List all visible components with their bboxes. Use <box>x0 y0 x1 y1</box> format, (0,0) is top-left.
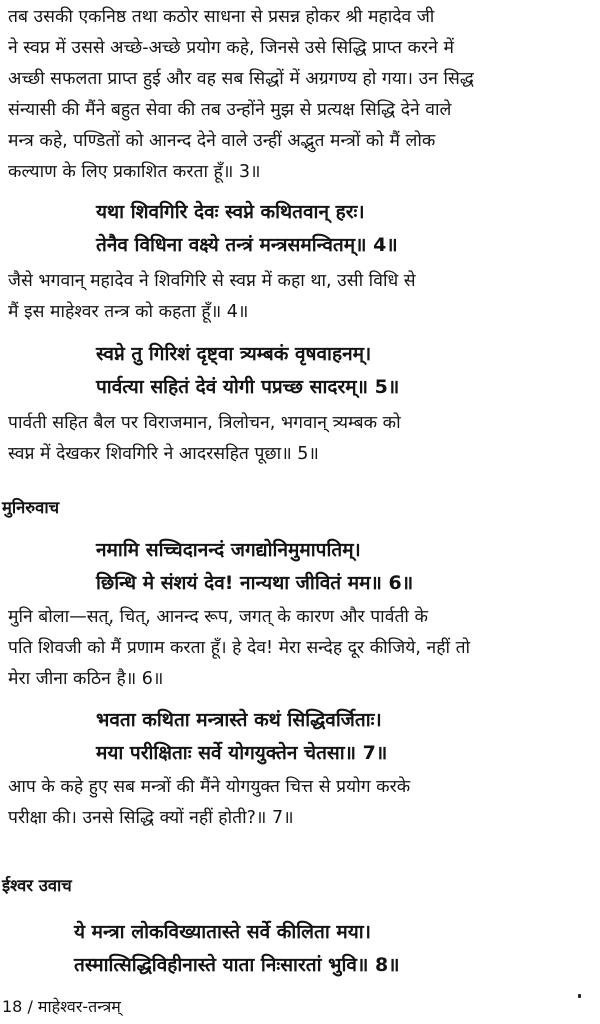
speaker-heading-ishvara: ईश्वर उवाच <box>2 876 72 895</box>
print-speck <box>578 994 581 998</box>
paragraph-translation-3 <box>8 2 594 188</box>
verse-line: पार्वत्या सहितं देवं योगी पप्रच्छ सादरम्॥ 5॥ <box>96 376 400 398</box>
speaker-heading-muni: मुनिरुवाच <box>2 498 60 517</box>
verse-line: ये मन्त्रा लोकविख्यातास्ते सर्वे कीलिता मया। <box>74 921 371 943</box>
text-line: परीक्षा की। उनसे सिद्धि क्यों नहीं होती?॥ 7॥ <box>8 808 294 828</box>
verse-line: यथा शिवगिरि देवः स्वप्ने कथितवान् हरः। <box>96 201 365 223</box>
sanskrit-verse-7 <box>96 704 596 770</box>
verse-line: मया परीक्षिताः सर्वे योगयुक्तेन चेतसा॥ 7॥ <box>96 742 388 764</box>
page-footer: 18 / माहेश्वर-तन्त्रम् <box>2 997 121 1016</box>
text-line: पार्वती सहित बैल पर विराजमान, त्रिलोचन, भगवान् त्र्यम्बक को <box>8 413 401 433</box>
paragraph-translation-4 <box>8 266 594 328</box>
text-line: मन्त्र कहे, पण्डितों को आनन्द देने वाले उन्हीं अद्भुत मन्त्रों को मैं लोक <box>8 131 436 151</box>
verse-line: तस्मात्सिद्धिविहीनास्ते याता निःसारतां भुवि॥ 8॥ <box>74 954 400 976</box>
text-line: पति शिवजी को मैं प्रणाम करता हूँ। हे देव! मेरा सन्देह दूर कीजिये, नहीं तो <box>8 638 471 658</box>
sanskrit-verse-5 <box>96 338 596 404</box>
text-line: तब उसकी एकनिष्ठ तथा कठोर साधना से प्रसन्न होकर श्री महादेव जी <box>8 7 435 27</box>
text-line: संन्यासी की मैंने बहुत सेवा की तब उन्होंने मुझ से प्रत्यक्ष सिद्धि देने वाले <box>8 100 452 120</box>
text-line: मुनि बोला—सत्, चित्, आनन्द रूप, जगत् के कारण और पार्वती के <box>8 607 428 627</box>
verse-line: छिन्धि मे संशयं देव! नान्यथा जीवितं मम॥ 6॥ <box>96 572 414 594</box>
verse-line: स्वप्ने तु गिरिशं दृष्ट्वा त्र्यम्बकं वृषवाहनम्। <box>96 343 372 365</box>
verse-line: नमामि सच्चिदानन्दं जगद्योनिमुमापतिम्। <box>96 539 361 561</box>
text-line: अच्छी सफलता प्राप्त हुई और वह सब सिद्धों में अग्रगण्य हो गया। उन सिद्ध <box>8 69 474 89</box>
text-line: जैसे भगवान् महादेव ने शिवगिरि से स्वप्न में कहा था, उसी विधि से <box>8 271 416 291</box>
text-line: मेरा जीना कठिन है॥ 6॥ <box>8 669 164 689</box>
sanskrit-verse-4 <box>96 196 596 262</box>
paragraph-translation-6 <box>8 602 594 695</box>
text-line: स्वप्न में देखकर शिवगिरि ने आदरसहित पूछा॥ 5॥ <box>8 444 319 464</box>
text-line: कल्याण के लिए प्रकाशित करता हूँ॥ 3॥ <box>8 162 261 182</box>
text-line: आप के कहे हुए सब मन्त्रों की मैंने योगयुक्त चित्त से प्रयोग करके <box>8 777 411 797</box>
verse-line: तेनैव विधिना वक्ष्ये तन्त्रं मन्त्रसमन्वितम्॥ 4॥ <box>96 234 398 256</box>
verse-line: भवता कथिता मन्त्रास्ते कथं सिद्धिवर्जिताः। <box>96 709 382 731</box>
paragraph-translation-7 <box>8 772 594 834</box>
text-line: ने स्वप्न में उससे अच्छे-अच्छे प्रयोग कहे, जिनसे उसे सिद्धि प्राप्त करने में <box>8 38 454 58</box>
sanskrit-verse-8 <box>74 916 574 982</box>
text-line: मैं इस माहेश्वर तन्त्र को कहता हूँ॥ 4॥ <box>8 302 249 322</box>
sanskrit-verse-6 <box>96 534 596 600</box>
paragraph-translation-5 <box>8 408 594 470</box>
